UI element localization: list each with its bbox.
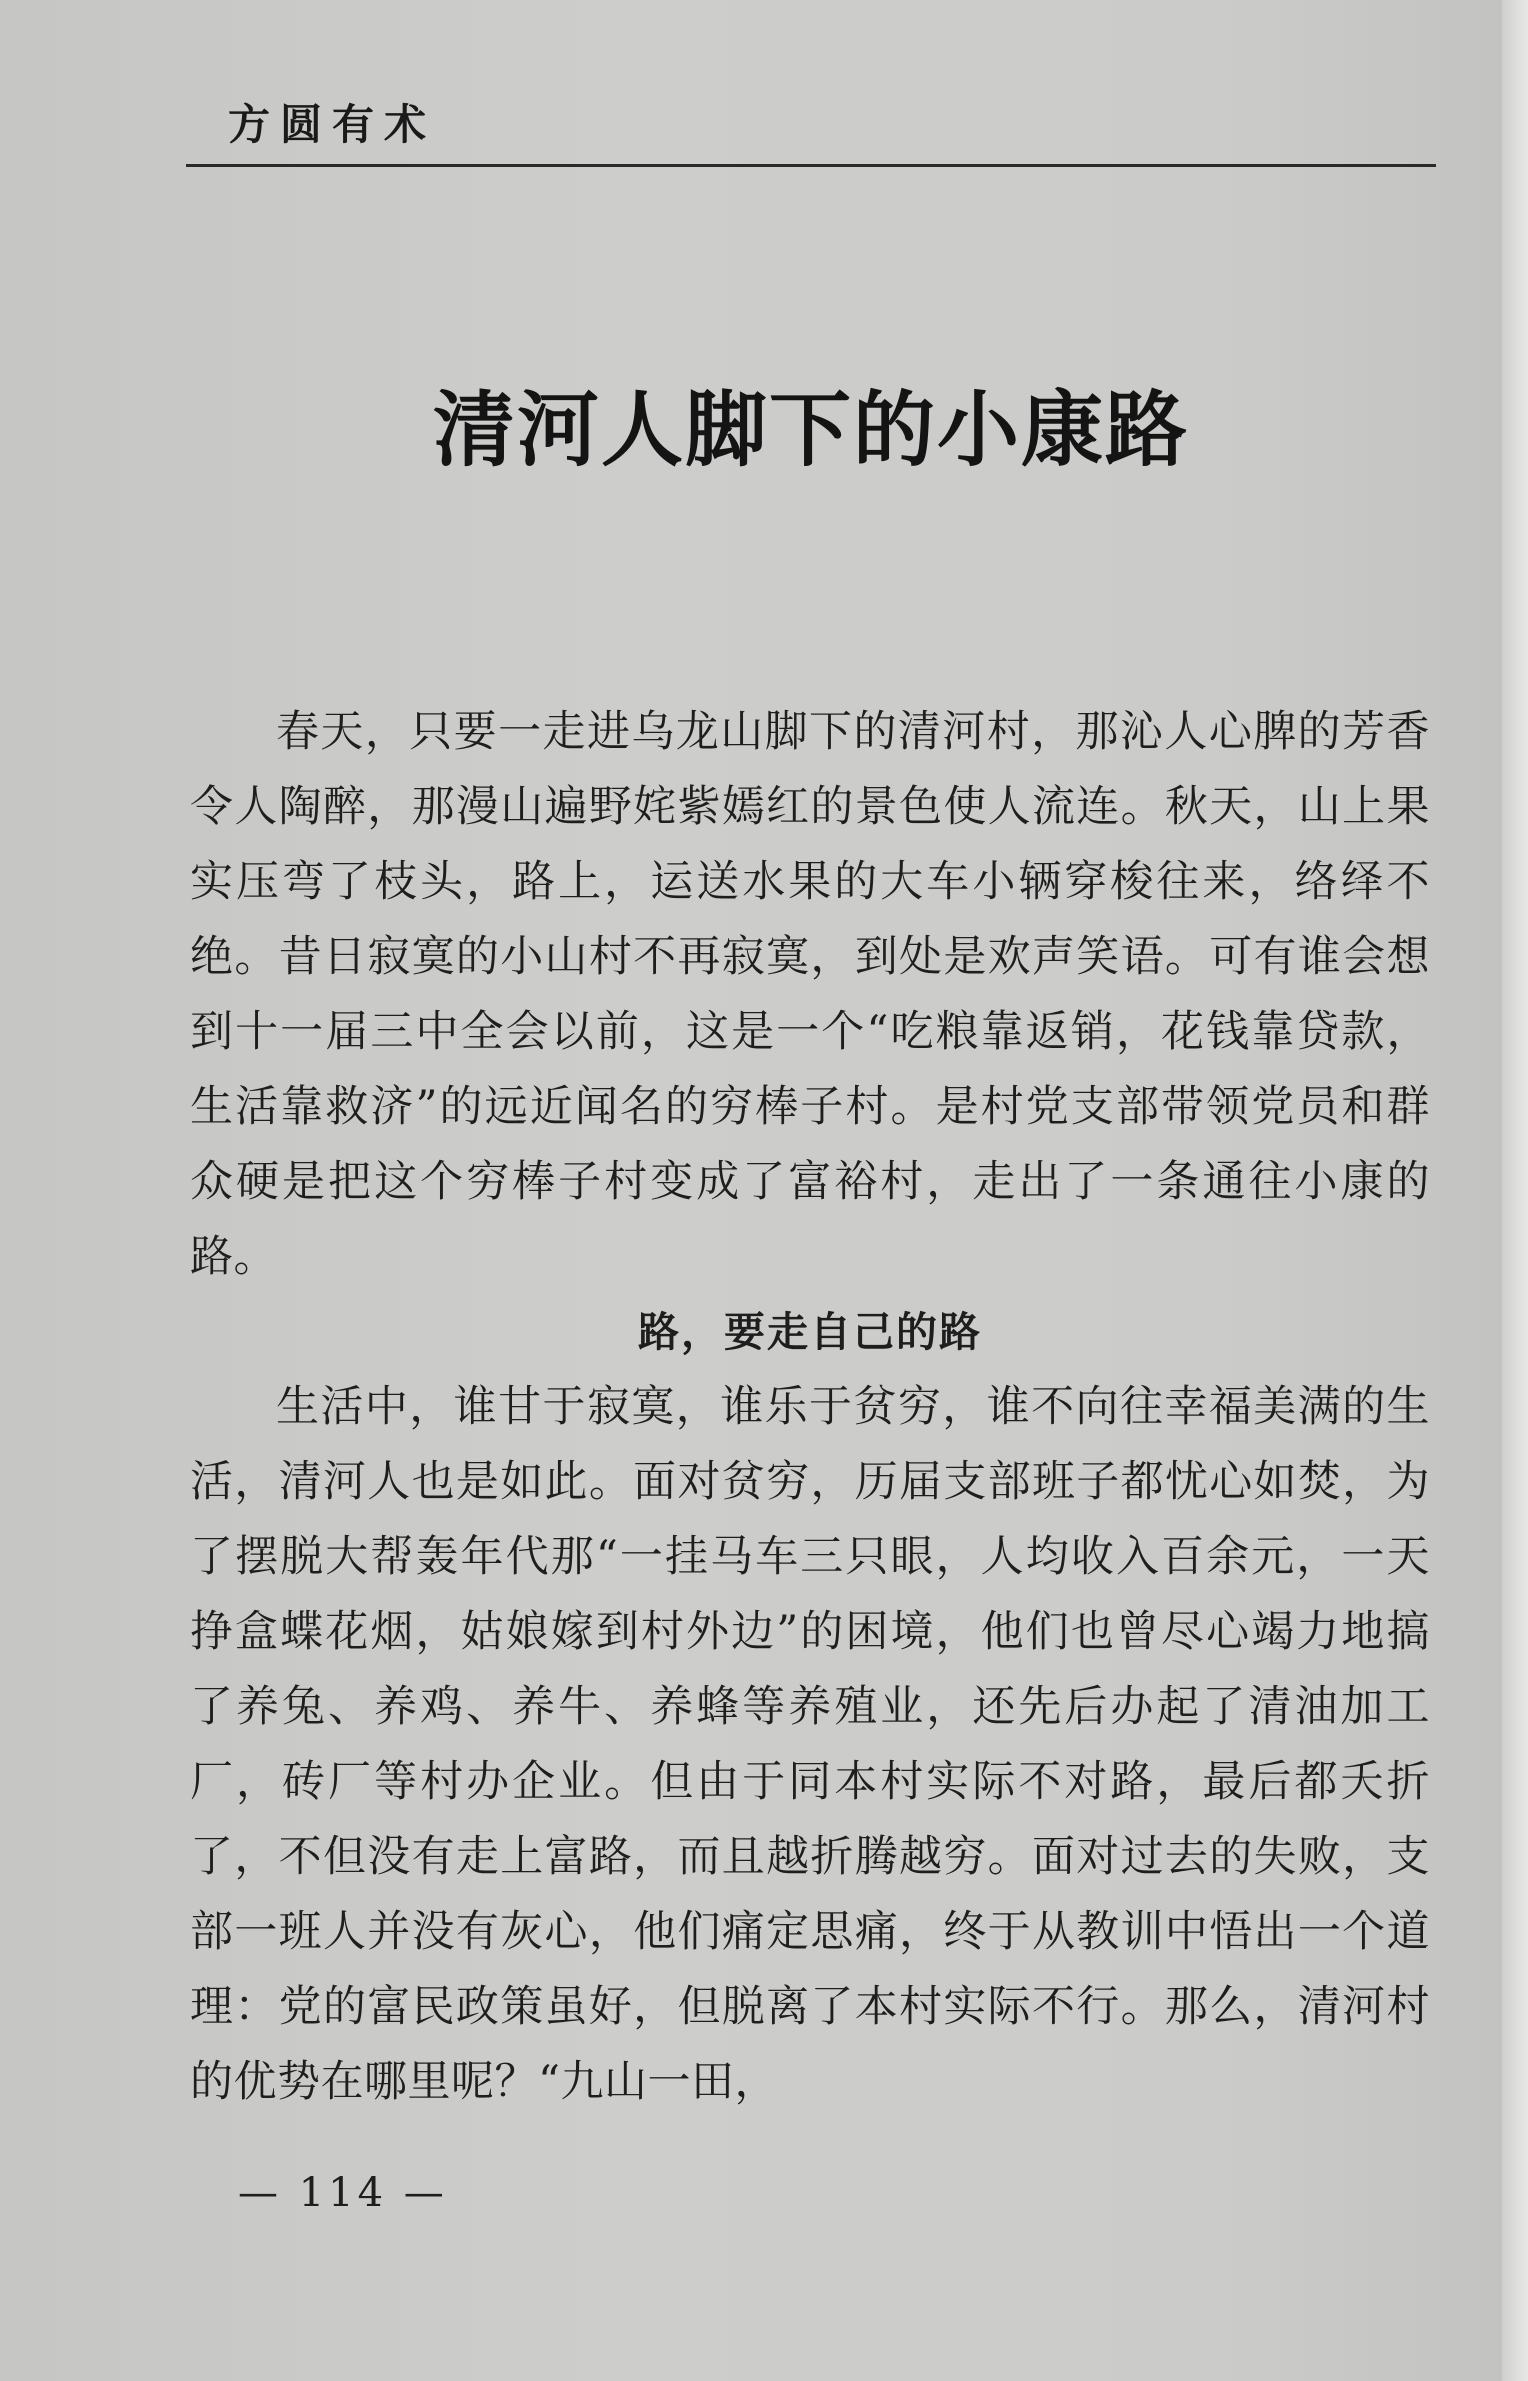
header-rule (186, 164, 1436, 167)
page-edge (1502, 0, 1528, 2381)
section-heading: 路，要走自己的路 (638, 1308, 982, 1356)
running-head: 方圆有术 (228, 100, 437, 149)
page-number: — 114 — (238, 2170, 448, 2216)
article-title: 清河人脚下的小康路 (432, 382, 1189, 478)
paragraph-intro: 春天，只要一走进乌龙山脚下的清河村，那沁人心脾的芳香令人陶醉，那漫山遍野姹紫嫣红的景色使人流连。秋天，山上果实压弯了枝头，路上，运送水果的大车小辆穿梭往来，络绎不绝。昔日寂寞的小山村不再寂寞，到处是欢声笑语。可有谁会想到十一届三中全会以前，这是一个“吃粮靠返销，花钱靠贷款，生活靠救济”的远近闻名的穷棒子村。是村党支部带领党员和群众硬是把这个穷棒子村变成了富裕村，走出了一条通往小康的路。 (190, 707, 1430, 1282)
paragraph-section: 生活中，谁甘于寂寞，谁乐于贫穷，谁不向往幸福美满的生活，清河人也是如此。面对贫穷，历届支部班子都忧心如焚，为了摆脱大帮轰年代那“一挂马车三只眼，人均收入百余元，一天挣盒蝶花烟，姑娘嫁到村外边”的困境，他们也曾尽心竭力地搞了养兔、养鸡、养牛、养蜂等养殖业，还先后办起了清油加工厂，砖厂等村办企业。但由于同本村实际不对路，最后都夭折了，不但没有走上富路，而且越折腾越穷。面对过去的失败，支部一班人并没有灰心，他们痛定思痛，终于从教训中悟出一个道理：党的富民政策虽好，但脱离了本村实际不行。那么，清河村的优势在哪里呢？“九山一田， (190, 1382, 1430, 2107)
article-body (190, 695, 1430, 2120)
